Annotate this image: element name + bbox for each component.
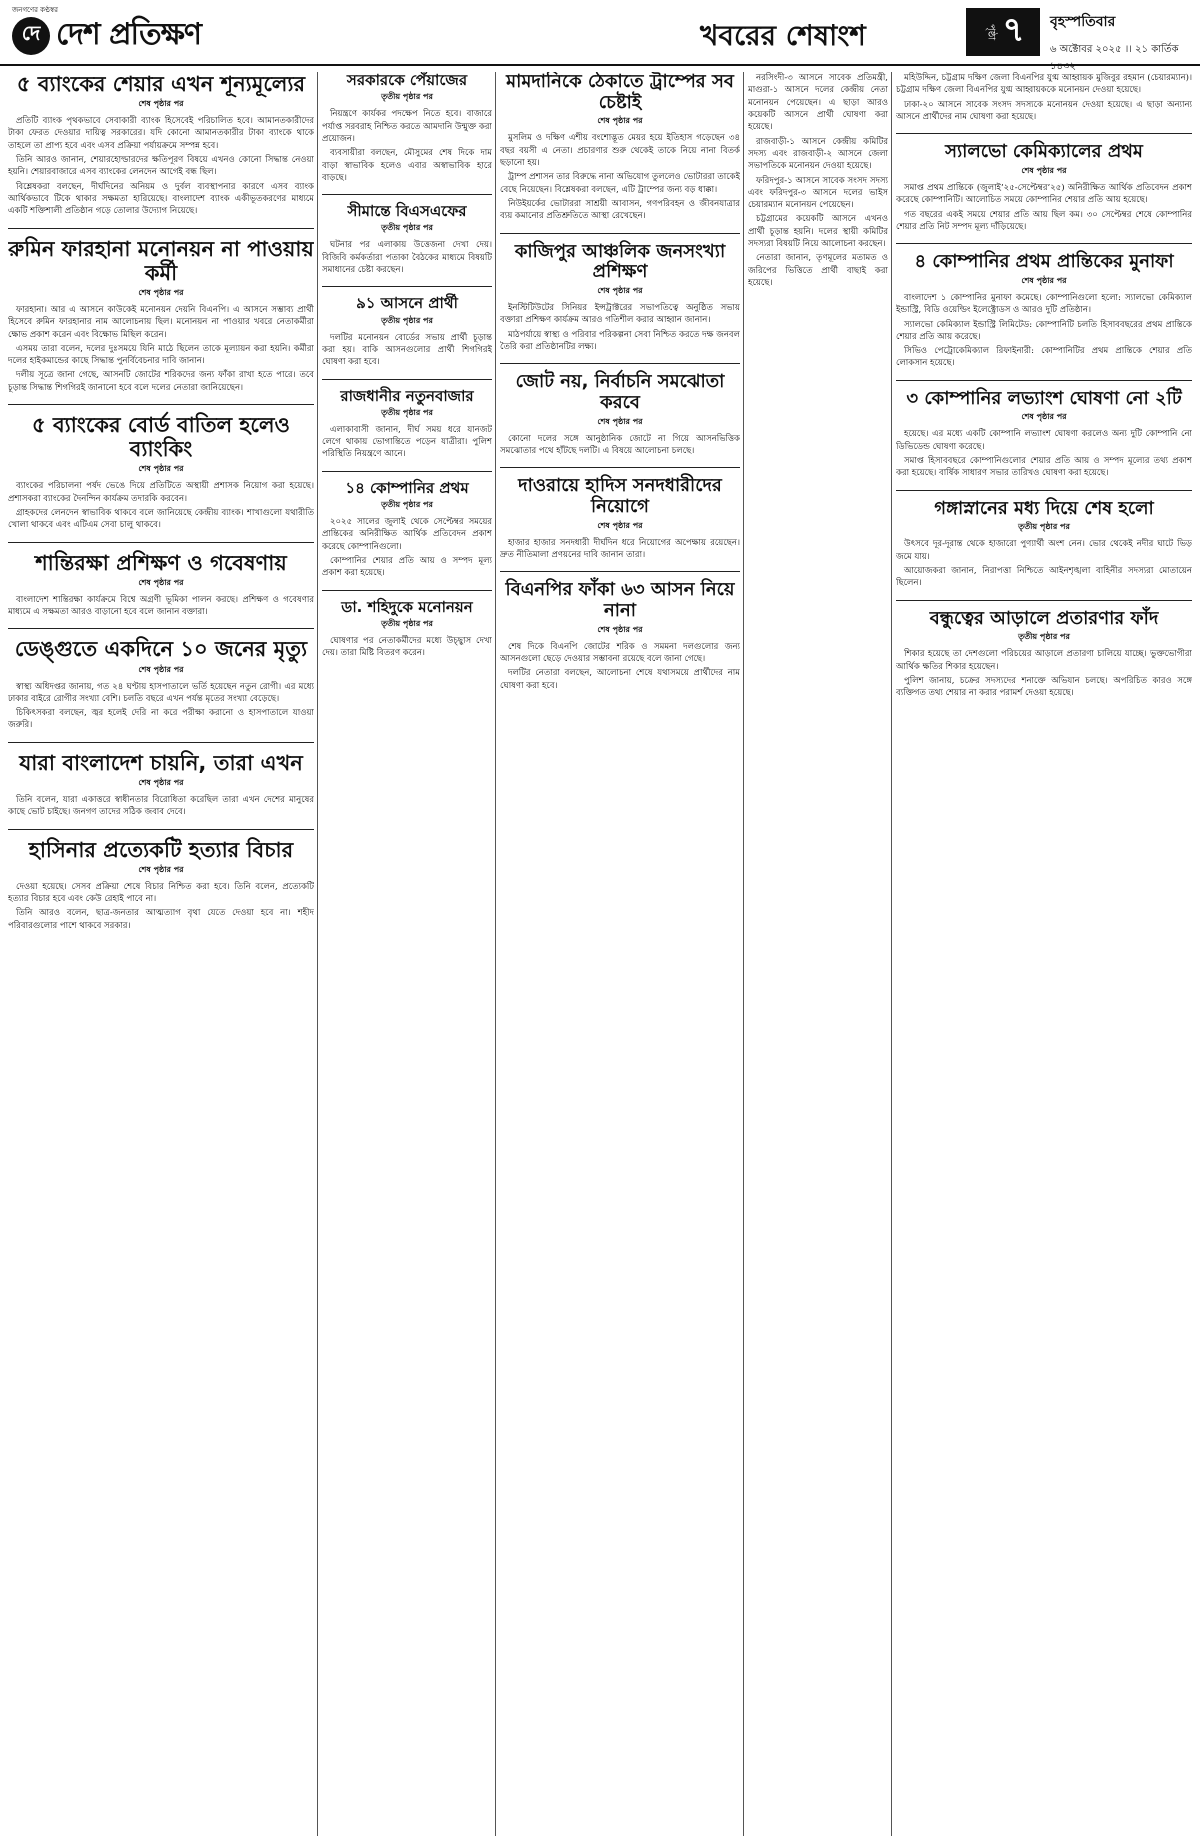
news-story[interactable] bbox=[322, 72, 492, 184]
story-separator bbox=[500, 467, 740, 468]
story-headline[interactable]: গঙ্গাস্নানের মধ্য দিয়ে শেষ হলো bbox=[934, 497, 1154, 519]
column-3 bbox=[500, 72, 740, 1836]
continuation-label: শেষ পৃষ্ঠার পর bbox=[138, 777, 184, 787]
column-5 bbox=[896, 72, 1192, 1836]
masthead bbox=[0, 0, 1200, 72]
story-paragraph: মাঠপর্যায়ে স্বাস্থ্য ও পরিবার পরিকল্পনা সেবা নিশ্চিত করতে দক্ষ জনবল তৈরি করা প্রতিষ্ঠানটির লক্ষ্য। bbox=[500, 329, 740, 352]
story-paragraph: শিকার হয়েছে তা দেশগুলো পরিচয়ের আড়ালে প্রতারণা চালিয়ে যাচ্ছে। ভুক্তভোগীরা আর্থিক ক্ষতির শিকার হয়েছেন। bbox=[896, 649, 1192, 672]
story-paragraph: ঘটনার পর এলাকায় উত্তেজনা দেখা দেয়। বিজিবি কর্মকর্তারা পতাকা বৈঠকের মাধ্যমে বিষয়টি সমাধানের চেষ্টা করছেন। bbox=[322, 240, 492, 275]
story-separator bbox=[8, 829, 314, 830]
story-body bbox=[322, 239, 492, 276]
story-separator bbox=[896, 600, 1192, 601]
logo-mark-icon: দে bbox=[12, 17, 50, 55]
story-body bbox=[322, 635, 492, 660]
story-body bbox=[8, 794, 314, 819]
story-separator bbox=[8, 542, 314, 543]
story-paragraph: হাজার হাজার সনদধারী দীর্ঘদিন ধরে নিয়োগের অপেক্ষায় রয়েছেন। দ্রুত নীতিমালা প্রণয়নের দাবি জানান তারা। bbox=[500, 537, 740, 560]
column-4 bbox=[748, 72, 888, 1836]
story-paragraph: কোম্পানির শেয়ার প্রতি আয় ও সম্পদ মূল্য প্রকাশ করা হয়েছে। bbox=[322, 555, 492, 579]
story-body bbox=[8, 681, 314, 732]
news-story[interactable] bbox=[322, 388, 492, 461]
story-body bbox=[896, 292, 1192, 370]
story-separator bbox=[322, 194, 492, 195]
story-separator bbox=[8, 228, 314, 229]
news-story[interactable] bbox=[896, 142, 1192, 233]
story-paragraph: স্যালভো কেমিক্যাল ইন্ডাস্ট্রি লিমিটেড: কোম্পানিটি চলতি হিসাববছরের প্রথম প্রান্তিকে শেয়ার প্রতি আয় করেছে। bbox=[896, 319, 1192, 342]
column-divider bbox=[743, 72, 744, 1836]
story-headline[interactable]: হাসিনার প্রত্যেকটি হত্যার বিচার bbox=[28, 837, 294, 862]
news-story[interactable] bbox=[322, 203, 492, 276]
story-body bbox=[896, 648, 1192, 699]
story-paragraph: স্বাস্থ্য অধিদপ্তর জানায়, গত ২৪ ঘণ্টায় হাসপাতালে ভর্তি হয়েছেন নতুন রোগী। এর মধ্যে ঢাকার বাইরে রোগীর সংখ্যা বেশি। চলতি বছরে এখন পর্যন্ত মৃতের সংখ্যা বেড়েছে। bbox=[8, 681, 314, 704]
story-paragraph: সিভিও পেট্রোকেমিক্যাল রিফাইনারী: কোম্পানিটির প্রথম প্রান্তিকে শেয়ার প্রতি লোকসান হয়েছে। bbox=[896, 346, 1192, 369]
story-headline[interactable]: ৫ ব্যাংকের বোর্ড বাতিল হলেও ব্যাংকিং bbox=[32, 413, 290, 462]
story-paragraph: ব্যবসায়ীরা বলছেন, মৌসুমের শেষ দিকে দাম বাড়া স্বাভাবিক হলেও এবার অস্বাভাবিক হারে বাড়ছে। bbox=[322, 148, 492, 183]
story-body bbox=[322, 108, 492, 184]
continuation-label: শেষ পৃষ্ঠার পর bbox=[597, 416, 643, 426]
page-number-box bbox=[966, 8, 1040, 56]
story-headline[interactable]: ৫ ব্যাংকের শেয়ার এখন শূন্যমূল্যের bbox=[16, 72, 306, 96]
news-story[interactable] bbox=[500, 242, 740, 354]
news-story[interactable] bbox=[896, 252, 1192, 370]
story-separator bbox=[8, 404, 314, 405]
story-paragraph: নিয়ন্ত্রণে কার্যকর পদক্ষেপ নিতে হবে। বাজারে পর্যাপ্ত সরবরাহ নিশ্চিত করতে আমদানি উন্মুক্ত করা প্রয়োজন। bbox=[322, 109, 492, 144]
news-story[interactable] bbox=[500, 72, 740, 223]
story-paragraph: হয়েছে। এর মধ্যে একটি কোম্পানি লভ্যাংশ ঘোষণা করলেও অন্য দুটি কোম্পানি নো ডিভিডেন্ড ঘোষণা করেছে। bbox=[896, 429, 1192, 452]
date-line: ৬ অক্টোবর ২০২৫ ।। ২১ কার্তিক ১৪৩২ bbox=[1050, 44, 1179, 72]
story-headline[interactable]: রুমিন ফারহানা মনোনয়ন না পাওয়ায় কর্মী bbox=[8, 236, 314, 285]
news-story[interactable] bbox=[8, 551, 314, 619]
story-separator bbox=[896, 133, 1192, 134]
news-story[interactable] bbox=[322, 295, 492, 368]
story-body bbox=[8, 480, 314, 531]
continuation-label: তৃতীয় পৃষ্ঠার পর bbox=[381, 407, 433, 417]
story-body bbox=[8, 115, 314, 218]
column-2 bbox=[322, 72, 492, 1836]
continuation-label: তৃতীয় পৃষ্ঠার পর bbox=[381, 92, 433, 102]
continuation-label: শেষ পৃষ্ঠার পর bbox=[1021, 165, 1067, 175]
story-paragraph: দলটির মনোনয়ন বোর্ডের সভায় প্রার্থী চূড়ান্ত করা হয়। বাকি আসনগুলোর প্রার্থী শিগগিরই ঘোষণা করা হবে। bbox=[322, 332, 492, 368]
story-paragraph: দলীয় সূত্রে জানা গেছে, আসনটি জোটের শরিকদের জন্য ফাঁকা রাখা হতে পারে। তবে চূড়ান্ত সিদ্ধান্ত শিগগিরই জানানো হবে বলে দলের নেতারা জানিয়েছেন। bbox=[8, 370, 314, 393]
continuation-label: শেষ পৃষ্ঠার পর bbox=[138, 864, 184, 874]
weekday: বৃহস্পতিবার bbox=[1050, 14, 1116, 30]
continuation-label: তৃতীয় পৃষ্ঠার পর bbox=[381, 223, 433, 233]
story-paragraph: দেওয়া হয়েছে। সেসব প্রক্রিয়া শেষে বিচার নিশ্চিত করা হবে। তিনি বলেন, প্রত্যেকটি হত্যার বিচার হবে এবং কেউ রেহাই পাবে না। bbox=[8, 881, 314, 905]
continuation-label: তৃতীয় পৃষ্ঠার পর bbox=[381, 618, 433, 628]
issue-date bbox=[1050, 10, 1196, 76]
story-headline[interactable]: জোট নয়, নির্বাচনি সমঝোতা করবে bbox=[515, 371, 725, 413]
story-headline[interactable]: ৪ কোম্পানির প্রথম প্রান্তিকের মুনাফা bbox=[914, 251, 1174, 273]
continuation-label: শেষ পৃষ্ঠার পর bbox=[597, 285, 643, 295]
story-headline[interactable]: ডেঙ্গুতে একদিনে ১০ জনের মৃত্যু bbox=[14, 637, 308, 662]
continuation-label: শেষ পৃষ্ঠার পর bbox=[138, 664, 184, 674]
story-paragraph: শেষ দিকে বিএনপি জোটের শরিক ও সমমনা দলগুলোর জন্য আসনগুলো ছেড়ে দেওয়ার সম্ভাবনা রয়েছে বলে জানা গেছে। bbox=[500, 641, 740, 664]
story-body bbox=[896, 72, 1192, 123]
story-paragraph: সমাপ্ত হিসাববছরে কোম্পানিগুলোর শেয়ার প্রতি আয় ও সম্পদ মূল্যের তথ্য প্রকাশ করা হয়েছে। বার্ষিক সাধারণ সভার তারিখও ঘোষণা করা হয়েছে। bbox=[896, 456, 1192, 479]
story-paragraph: আয়োজকরা জানান, নিরাপত্তা নিশ্চিতে আইনশৃঙ্খলা বাহিনীর সদস্যরা মোতায়েন ছিলেন। bbox=[896, 566, 1192, 589]
story-headline[interactable]: সরকারকে পেঁয়াজের bbox=[346, 72, 468, 89]
news-story[interactable] bbox=[8, 237, 314, 394]
news-story[interactable] bbox=[500, 476, 740, 561]
story-paragraph: গ্রাহকদের লেনদেন স্বাভাবিক থাকবে বলে জানিয়েছে কেন্দ্রীয় ব্যাংক। শাখাগুলো যথারীতি খোলা থাকবে এবং এটিএম সেবা চালু থাকবে। bbox=[8, 508, 314, 531]
story-headline[interactable]: ৯১ আসনে প্রার্থী bbox=[356, 294, 458, 313]
story-separator bbox=[322, 471, 492, 472]
story-paragraph: মুসলিম ও দক্ষিণ এশীয় বংশোদ্ভূত মেয়র হয়ে ইতিহাস গড়েছেন ৩৪ বছর বয়সী এ নেতা। প্রচারণার শুরু থেকেই তাকে নিয়ে নানা বিতর্ক ছড়ানো হয়। bbox=[500, 133, 740, 168]
continuation-label: শেষ পৃষ্ঠার পর bbox=[597, 624, 643, 634]
story-headline[interactable]: কাজিপুর আঞ্চলিক জনসংখ্যা প্রশিক্ষণ bbox=[514, 240, 726, 283]
column-divider bbox=[891, 72, 892, 1836]
story-paragraph: চট্টগ্রামের কয়েকটি আসনে এখনও প্রার্থী চূড়ান্ত হয়নি। দলের স্থায়ী কমিটির সদস্যরা বিষয়টি নিয়ে আলোচনা করছেন। bbox=[748, 214, 888, 250]
story-body bbox=[500, 132, 740, 222]
story-body bbox=[896, 428, 1192, 479]
story-headline[interactable]: রাজধানীর নতুনবাজার bbox=[340, 386, 474, 405]
story-paragraph: ইনস্টিটিউটের সিনিয়র ইন্সট্রাক্টরের সভাপতিত্বে অনুষ্ঠিত সভায় বক্তারা প্রশিক্ষণ কার্যক্রম আরও গতিশীল করার আহ্বান জানান। bbox=[500, 302, 740, 326]
story-body bbox=[8, 304, 314, 394]
story-paragraph: ফারহানা। আর এ আসনে কাউকেই মনোনয়ন দেয়নি বিএনপি। এ আসনে সম্ভাব্য প্রার্থী হিসেবে রুমিন ফারহানার নাম আলোচনায় ছিল। মনোনয়ন না পাওয়ার খবরে নেতাকর্মীরা ক্ষোভ প্রকাশ করেন এবং বিক্ষোভ মিছিল করেন। bbox=[8, 304, 314, 340]
story-body bbox=[8, 594, 314, 619]
news-story[interactable] bbox=[896, 609, 1192, 700]
news-story[interactable] bbox=[896, 72, 1192, 123]
story-paragraph: বাংলাদেশ শান্তিরক্ষা কার্যক্রমে বিশ্বে অগ্রণী ভূমিকা পালন করছে। প্রশিক্ষণ ও গবেষণার মাধ্যমে এ সক্ষমতা আরও বাড়ানো হবে বলে জানান বক্তারা। bbox=[8, 594, 314, 618]
story-separator bbox=[322, 379, 492, 380]
story-separator bbox=[322, 590, 492, 591]
story-paragraph: প্রতিটি ব্যাংক পৃথকভাবে সেবাকারী ব্যাংক হিসেবেই পরিচালিত হবে। আমানতকারীদের টাকা ফেরত দেওয়ার দায়িত্ব সরকারের। যদি কোনো আমানতকারীর টাকা ব্যাংকে থাকে তাহলে তা প্রাপ্য হবে এবং এসব প্রক্রিয়া পর্যায়ক্রমে সম্পন্ন হবে। bbox=[8, 116, 314, 151]
story-separator bbox=[896, 243, 1192, 244]
story-paragraph: নিউইয়র্কের ভোটাররা সাশ্রয়ী আবাসন, গণপরিবহন ও জীবনযাত্রার ব্যয় কমানোর প্রতিশ্রুতিতে আস্থা রেখেছেন। bbox=[500, 198, 740, 222]
story-headline[interactable]: ৩ কোম্পানির লভ্যাংশ ঘোষণা নো ২টি bbox=[906, 387, 1182, 409]
newspaper-name: দেশ প্রতিক্ষণ bbox=[56, 17, 202, 52]
story-paragraph: তিনি আরও বলেন, ছাত্র-জনতার আত্মত্যাগ বৃথা যেতে দেওয়া হবে না। শহীদ পরিবারগুলোর পাশে থাকবে সরকার। bbox=[8, 908, 314, 931]
story-separator bbox=[8, 628, 314, 629]
page-label: পৃষ্ঠা bbox=[985, 23, 997, 41]
continuation-label: শেষ পৃষ্ঠার পর bbox=[138, 99, 184, 109]
story-body bbox=[500, 433, 740, 458]
news-columns bbox=[8, 72, 1192, 1836]
story-body bbox=[322, 516, 492, 580]
story-paragraph: কোনো দলের সঙ্গে আনুষ্ঠানিক জোটে না গিয়ে আসনভিত্তিক সমঝোতার পথে হাঁটছে দলটি। এ বিষয়ে আলোচনা চলছে। bbox=[500, 433, 740, 456]
news-story[interactable] bbox=[8, 72, 314, 218]
story-paragraph: তিনি আরও জানান, শেয়ারহোল্ডারদের ক্ষতিপূরণ বিষয়ে এখনও কোনো সিদ্ধান্ত নেওয়া হয়নি। শেয়ারবাজারে এসব ব্যাংকের লেনদেন আগেই বন্ধ ছিল। bbox=[8, 155, 314, 178]
story-headline[interactable]: মামদানিকে ঠেকাতে ট্রাম্পের সব চেষ্টাই bbox=[506, 72, 734, 113]
news-story[interactable] bbox=[748, 72, 888, 289]
continuation-label: তৃতীয় পৃষ্ঠার পর bbox=[1018, 632, 1070, 642]
story-paragraph: এলাকাবাসী জানান, দীর্ঘ সময় ধরে যানজট লেগে থাকায় ভোগান্তিতে পড়েন যাত্রীরা। পুলিশ পরিস্থিতি নিয়ন্ত্রণে আনে। bbox=[322, 424, 492, 460]
continuation-label: শেষ পৃষ্ঠার পর bbox=[597, 520, 643, 530]
news-story[interactable] bbox=[8, 413, 314, 532]
story-paragraph: উৎসবে দূর-দূরান্ত থেকে হাজারো পুণ্যার্থী অংশ নেন। ভোর থেকেই নদীর ঘাটে ভিড় জমে যায়। bbox=[896, 539, 1192, 562]
story-paragraph: নেতারা জানান, তৃণমূলের মতামত ও জরিপের ভিত্তিতে প্রার্থী বাছাই করা হয়েছে। bbox=[748, 253, 888, 288]
story-body bbox=[500, 537, 740, 562]
story-body bbox=[500, 302, 740, 353]
continuation-label: শেষ পৃষ্ঠার পর bbox=[138, 287, 184, 297]
story-headline[interactable]: শান্তিরক্ষা প্রশিক্ষণ ও গবেষণায় bbox=[35, 550, 287, 575]
continuation-label: তৃতীয় পৃষ্ঠার পর bbox=[381, 315, 433, 325]
column-divider bbox=[317, 72, 318, 1836]
story-paragraph: সমাপ্ত প্রথম প্রান্তিকে (জুলাই’২৫-সেপ্টেম্বর’২৫) অনিরীক্ষিত আর্থিক প্রতিবেদন প্রকাশ করেছে কোম্পানিটি। আলোচিত সময়ে কোম্পানির শেয়ার প্রতি আয় হয়েছে। bbox=[896, 182, 1192, 206]
news-story[interactable] bbox=[8, 751, 314, 819]
story-body bbox=[500, 641, 740, 692]
story-body bbox=[896, 538, 1192, 589]
story-paragraph: ফরিদপুর-১ আসনে সাবেক সংসদ সদস্য এবং ফরিদপুর-৩ আসনে দলের ভাইস চেয়ারম্যান মনোনয়ন পেয়েছেন। bbox=[748, 175, 888, 211]
masthead-tagline: জনগণের কণ্ঠস্বর bbox=[12, 6, 59, 14]
story-paragraph: ট্রাম্প প্রশাসন তার বিরুদ্ধে নানা অভিযোগ তুললেও ভোটাররা তাকেই বেছে নিয়েছেন। বিশ্লেষকরা বলছেন, এটি ট্রাম্পের জন্য বড় ধাক্কা। bbox=[500, 172, 740, 195]
story-body bbox=[8, 881, 314, 932]
continuation-label: শেষ পৃষ্ঠার পর bbox=[597, 116, 643, 126]
story-headline[interactable]: দাওরায়ে হাদিস সনদধারীদের নিয়োগে bbox=[518, 475, 722, 517]
story-body bbox=[322, 332, 492, 369]
continuation-label: তৃতীয় পৃষ্ঠার পর bbox=[1018, 522, 1070, 532]
continuation-label: শেষ পৃষ্ঠার পর bbox=[138, 577, 184, 587]
story-body bbox=[748, 72, 888, 289]
story-separator bbox=[8, 742, 314, 743]
continuation-label: শেষ পৃষ্ঠার পর bbox=[1021, 412, 1067, 422]
news-story[interactable] bbox=[896, 389, 1192, 480]
story-headline[interactable]: বিএনপির ফাঁকা ৬৩ আসন নিয়ে নানা bbox=[505, 579, 735, 621]
story-paragraph: ঢাকা-২০ আসনে সাবেক সংসদ সদস্যকে মনোনয়ন দেওয়া হয়েছে। এ ছাড়া অন্যান্য আসনে প্রার্থীদের নাম ঘোষণা করা হয়েছে। bbox=[896, 99, 1192, 122]
story-paragraph: মহিউদ্দিন, চট্টগ্রাম দক্ষিণ জেলা বিএনপির যুগ্ম আহ্বায়ক মুজিবুর রহমান (চেয়ারম্যান)। চট্টগ্রাম দক্ষিণ জেলা বিএনপির যুগ্ম আহ্বায়ককে মনোনয়ন দেওয়া হয়েছে। bbox=[896, 73, 1192, 96]
story-headline[interactable]: ১৪ কোম্পানির প্রথম bbox=[345, 478, 469, 497]
continuation-label: তৃতীয় পৃষ্ঠার পর bbox=[381, 499, 433, 509]
column-divider bbox=[495, 72, 496, 1836]
story-separator bbox=[500, 571, 740, 572]
story-paragraph: নরসিংদী-৩ আসনে সাবেক প্রতিমন্ত্রী, মাগুরা-১ আসনে দলের কেন্দ্রীয় নেতা মনোনয়ন পেয়েছেন। এ ছাড়া আরও কয়েকটি আসনে প্রার্থী ঘোষণা করা হয়েছে। bbox=[748, 73, 888, 133]
story-paragraph: দলটির নেতারা বলছেন, আলোচনা শেষে যথাসময়ে প্রার্থীদের নাম ঘোষণা করা হবে। bbox=[500, 668, 740, 691]
story-body bbox=[896, 182, 1192, 233]
continuation-label: শেষ পৃষ্ঠার পর bbox=[138, 464, 184, 474]
story-paragraph: ২০২৫ সালের জুলাই থেকে সেপ্টেম্বর সময়ের প্রান্তিকের অনিরীক্ষিত আর্থিক প্রতিবেদন প্রকাশ করেছে কোম্পানিগুলো। bbox=[322, 516, 492, 552]
news-story[interactable] bbox=[8, 637, 314, 731]
news-story[interactable] bbox=[322, 599, 492, 660]
page-number: ৭ bbox=[1002, 9, 1025, 50]
story-separator bbox=[896, 380, 1192, 381]
story-body bbox=[322, 424, 492, 461]
story-headline[interactable]: সীমান্তে বিএসএফের bbox=[347, 202, 467, 221]
story-paragraph: বিশ্লেষকরা বলছেন, দীর্ঘদিনের অনিয়ম ও দুর্বল ব্যবস্থাপনার কারণে এসব ব্যাংক আর্থিকভাবে টিকে থাকার সক্ষমতা হারিয়েছে। বাংলাদেশ ব্যাংক একীভূতকরণের মাধ্যমে একটি শক্তিশালী প্রতিষ্ঠান গড়ে তোলার উদ্যোগ নিয়েছে। bbox=[8, 181, 314, 217]
story-paragraph: রাজবাড়ী-১ আসনে কেন্দ্রীয় কমিটির সদস্য এবং রাজবাড়ী-২ আসনে জেলা সভাপতিকে মনোনয়ন দেওয়া হয়েছে। bbox=[748, 136, 888, 172]
news-story[interactable] bbox=[896, 499, 1192, 590]
story-headline[interactable]: স্যালভো কেমিক্যালের প্রথম bbox=[945, 141, 1143, 163]
story-paragraph: তিনি বলেন, যারা একাত্তরে স্বাধীনতার বিরোধিতা করেছিল তারা এখন দেশের মানুষের কাছে ভোট চাইছে। জনগণ তাদের সঠিক জবাব দেবে। bbox=[8, 794, 314, 818]
story-paragraph: গত বছরের একই সময়ে শেয়ার প্রতি আয় ছিল কম। ৩০ সেপ্টেম্বর শেষে কোম্পানির শেয়ার প্রতি নিট সম্পদ মূল্য দাঁড়িয়েছে। bbox=[896, 209, 1192, 232]
column-1 bbox=[8, 72, 314, 1836]
story-paragraph: ব্যাংকের পরিচালনা পর্ষদ ভেঙে দিয়ে প্রতিটিতে অস্থায়ী প্রশাসক নিয়োগ করা হয়েছে। প্রশাসকরা ব্যাংকের দৈনন্দিন কার্যক্রম তদারকি করবেন। bbox=[8, 481, 314, 504]
story-paragraph: ঘোষণার পর নেতাকর্মীদের মধ্যে উচ্ছ্বাস দেখা দেয়। তারা মিষ্টি বিতরণ করেন। bbox=[322, 635, 492, 659]
news-story[interactable] bbox=[500, 580, 740, 692]
story-paragraph: পুলিশ জানায়, চক্রের সদস্যদের শনাক্তে অভিযান চলছে। অপরিচিত কারও সঙ্গে ব্যক্তিগত তথ্য শেয়ার না করার পরামর্শ দেওয়া হয়েছে। bbox=[896, 675, 1192, 699]
story-separator bbox=[500, 363, 740, 364]
story-separator bbox=[500, 233, 740, 234]
story-separator bbox=[322, 286, 492, 287]
news-story[interactable] bbox=[500, 372, 740, 457]
story-headline[interactable]: বন্ধুত্বের আড়ালে প্রতারণার ফাঁদ bbox=[929, 607, 1159, 629]
story-separator bbox=[896, 490, 1192, 491]
continuation-label: শেষ পৃষ্ঠার পর bbox=[1021, 275, 1067, 285]
story-paragraph: বাংলাদেশ ১ কোম্পানির মুনাফা কমেছে। কোম্পানিগুলো হলো: স্যালভো কেমিক্যাল ইন্ডাস্ট্রি, বিডি ওয়েল্ডিং ইলেক্ট্রোডস ও আরও দুটি প্রতিষ্ঠান। bbox=[896, 292, 1192, 316]
story-paragraph: এসময় তারা বলেন, দলের দুঃসময়ে যিনি মাঠে ছিলেন তাকে মূল্যায়ন করা হয়নি। কর্মীরা দলের হাইকমান্ডের কাছে সিদ্ধান্ত পুনর্বিবেচনার দাবি জানান। bbox=[8, 343, 314, 367]
story-paragraph: চিকিৎসকরা বলছেন, জ্বর হলেই দেরি না করে পরীক্ষা করানো ও হাসপাতালে যাওয়া জরুরি। bbox=[8, 708, 314, 731]
newspaper-logo[interactable] bbox=[12, 10, 201, 61]
news-story[interactable] bbox=[322, 480, 492, 580]
story-headline[interactable]: যারা বাংলাদেশ চায়নি, তারা এখন bbox=[19, 750, 303, 775]
story-headline[interactable]: ডা. শহিদুকে মনোনয়ন bbox=[341, 597, 473, 616]
section-title: খবরের শেষাংশ bbox=[700, 19, 866, 52]
news-story[interactable] bbox=[8, 838, 314, 932]
